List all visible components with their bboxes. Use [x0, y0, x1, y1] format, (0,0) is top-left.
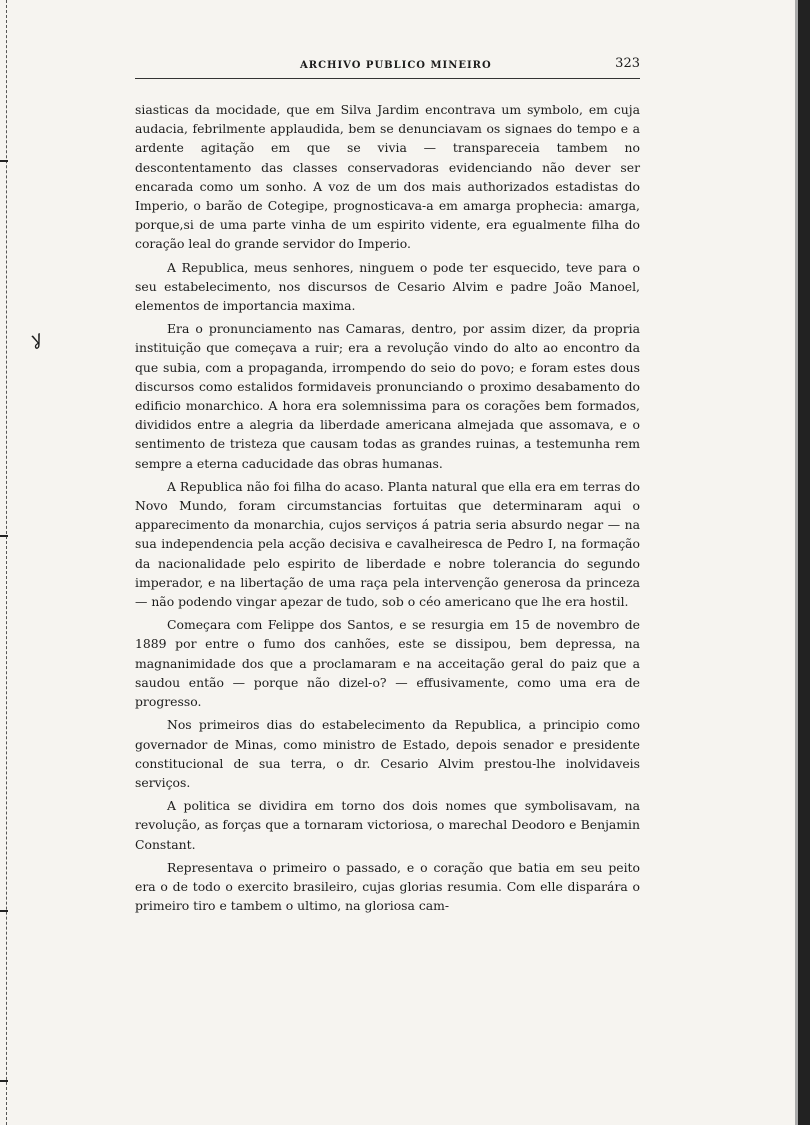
paragraph: siasticas da mocidade, que em Silva Jardim encontrava um symbolo, em cuja audacia, febrilmente applaudida, bem se denunciavam os signaes do tempo e a ardente agitação em que se vivia — transpareceia tambem no descontentamento das classes conservadoras evidenciando não dever ser encarada como um sonho. A voz de um dos mais authorizados estadistas do Imperio, o barão de Cotegipe, prognosticava-a em amarga prophecia: amarga, porque,si de uma parte vinha de um espirito vidente, era egualmente filha do coração leal do grande servidor do Imperio.: [135, 102, 640, 252]
binding-tick: [0, 1080, 8, 1082]
paragraph: Era o pronunciamento nas Camaras, dentro, por assim dizer, da propria instituição que começava a ruir; era a revolução vindo do alto ao encontro da que subia, com a propaganda, irrompendo do seio do povo; e foram estes dous discursos como estalidos formidaveis pronunciando o proximo desabamento do edificio monarchico. A hora era solemnissima para os corações bem formados, divididos entre a alegria da liberdade americana almejada que assomava, e o sentimento de tristeza que causam todas as grandes ruinas, a testemunha rem sempre a eterna caducidade das obras humanas.: [135, 321, 640, 471]
margin-annotation: ỿ: [28, 327, 45, 350]
paragraph: A Republica, meus senhores, ninguem o pode ter esquecido, teve para o seu estabelecimento, nos discursos de Cesario Alvim e padre João Manoel, elementos de importancia maxima.: [135, 259, 640, 314]
paragraph: A Republica não foi filha do acaso. Planta natural que ella era em terras do Novo Mundo, foram circumstancias fortuitas que determinaram aqui o apparecimento da monarchia, cujos serviços á patria seria absurdo negar — na sua independencia pela acção decisiva e cavalheiresca de Pedro I, na formação da nacionalidade pelo espirito de liberdade e nobre tolerancia do segundo imperador, e na libertação de uma raça pela intervenção generosa da princeza — não podendo vingar apezar de tudo, sob o céo americano que lhe era hostil.: [135, 478, 640, 610]
page-number: 323: [615, 56, 640, 71]
paragraph: Nos primeiros dias do estabelecimento da Republica, a principio como governador de Minas, como ministro de Estado, depois senador e presidente constitucional de sua terra, o dr. Cesario Alvim prestou-lhe inolvidaveis serviços.: [135, 717, 640, 790]
paragraph: Começara com Felippe dos Santos, e se resurgia em 15 de novembro de 1889 por entre o fumo dos canhões, este se dissipou, bem depressa, na magnanimidade dos que a proclamaram e na acceitação geral do paiz que a saudou então — porque não dizel-o? — effusivamente, como uma era de progresso.: [135, 617, 640, 710]
binding-edge: [0, 0, 7, 1125]
page-header: [135, 56, 640, 78]
running-head: ARCHIVO PUBLICO MINEIRO: [300, 60, 492, 71]
binding-tick: [0, 160, 8, 162]
paragraph: Representava o primeiro o passado, e o coração que batia em seu peito era o de todo o exercito brasileiro, cujas glorias resumia. Com elle disparára o primeiro tiro e tambem o ultimo, na gloriosa cam-: [135, 859, 640, 914]
body-text: [135, 100, 640, 919]
page-edge: [798, 0, 810, 1125]
binding-tick: [0, 910, 8, 912]
binding-tick: [0, 535, 8, 537]
paragraph: A politica se dividira em torno dos dois nomes que symbolisavam, na revolução, as forças que a tornaram victoriosa, o marechal Deodoro e Benjamin Constant.: [135, 798, 640, 852]
header-rule: [135, 78, 640, 79]
